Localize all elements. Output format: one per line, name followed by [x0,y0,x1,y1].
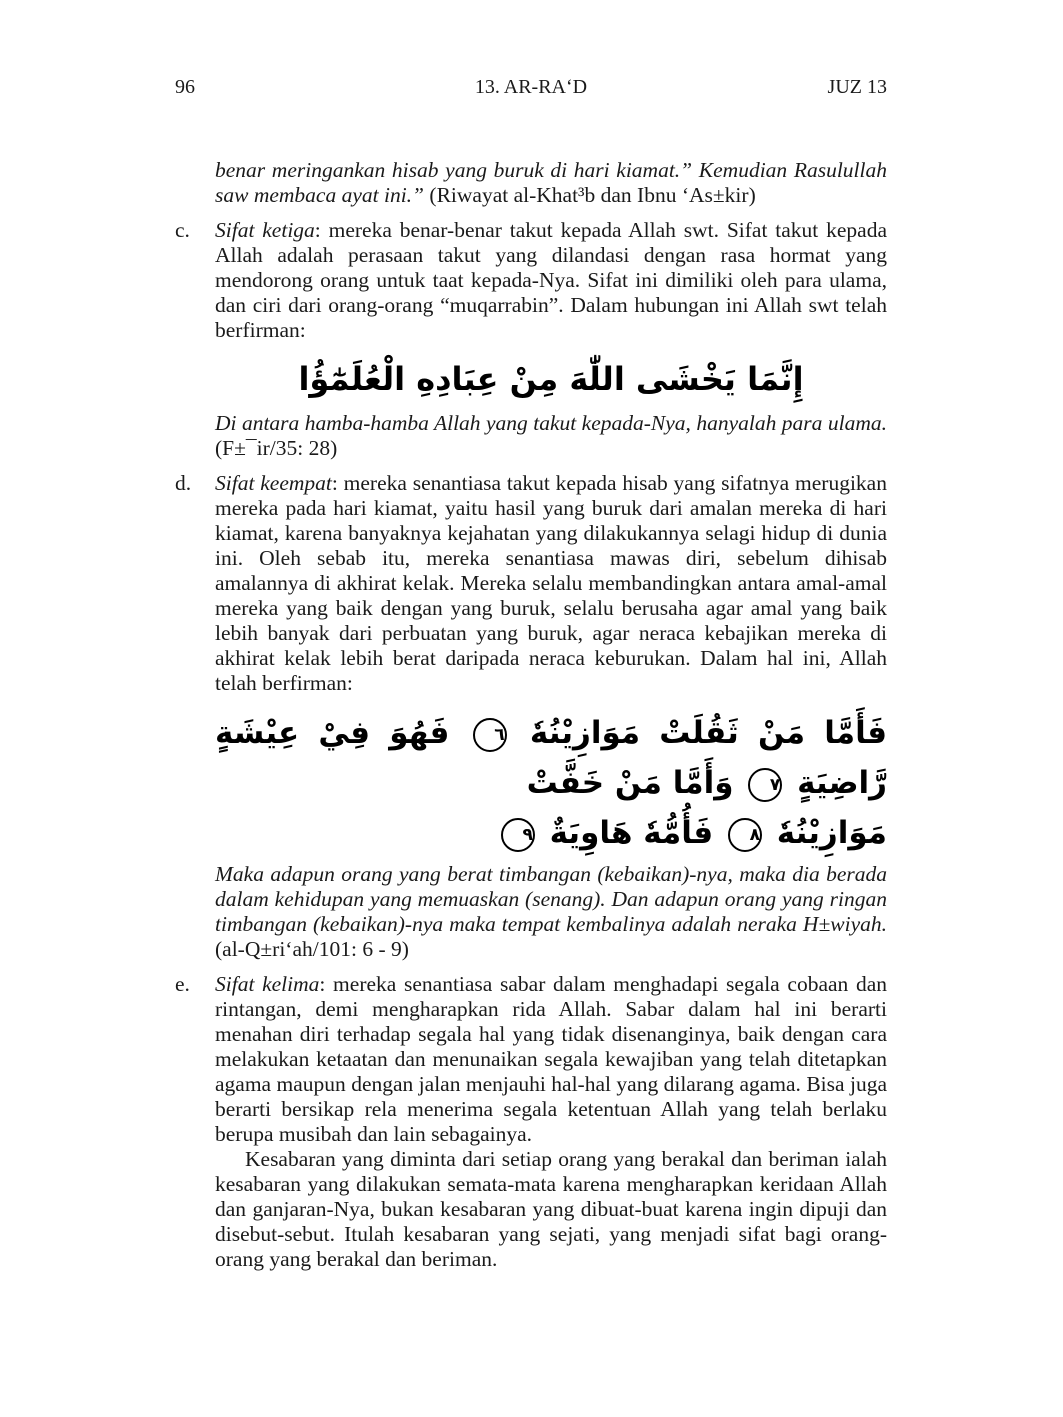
item-title: Sifat ketiga [215,218,315,242]
verse-reference: (al-Q±ri‘ah/101: 6 - 9) [215,937,409,961]
chapter-title: 13. AR-RA‘D [474,76,588,98]
list-item-d [175,471,887,696]
item-text: : mereka senantiasa sabar dalam menghadapi segala cobaan dan rintangan, demi mengharapkan rida Allah. Sabar dalam hal ini berarti menahan diri terhadap segala hal yang tidak disenanginya, baik dengan cara melakukan ketaatan dan menunaikan segala kewajiban yang telah ditetapkan agama maupun dengan jalan menjauhi hal-hal yang dilarang agama. Bisa juga berarti bersikap rela menerima segala ketentuan Allah yang telah berlaku berupa musibah dan lain sebagainya. [215,972,887,1146]
arabic-segment: مَوَازِيْنُهٗ [776,815,887,851]
intro-source: (Riwayat al-Khat³b dan Ibnu ‘As±kir) [424,183,756,207]
list-item-c [175,218,887,343]
verse-translation-d [175,862,887,962]
translation-italic: Maka adapun orang yang berat timbangan (kebaikan)-nya, maka dia berada dalam kehidupan yang memuaskan (senang). Dan adapun orang yang ringan timbangan (kebaikan)-nya maka tempat kembalinya adalah neraka H±wiyah. [215,862,887,936]
arabic-verse-fatir: إِنَّمَا يَخْشَى اللّٰهَ مِنْ عِبَادِهِ الْعُلَمٰٓؤُا [298,360,804,398]
item-label: c. [175,218,190,242]
page-number: 96 [175,76,195,98]
ayah-number-marker: ٧ [748,768,782,802]
arabic-segment: وَأَمَّا مَنْ خَفَّتْ [526,765,734,801]
intro-paragraph [175,158,887,208]
ayah-number-marker: ٦ [473,718,507,752]
closing-paragraph: Kesabaran yang diminta dari setiap orang yang berakal dan beriman ialah kesabaran yang dilakukan semata-mata karena mengharapkan keridaan Allah dan ganjaran-Nya, bukan kesabaran yang dibuat-buat karena ingin dipuji dan disebut-sebut. Itulah kesabaran yang sejati, yang menjadi sifat bagi orang-orang yang berakal dan beriman. [215,1147,887,1271]
item-title: Sifat keempat [215,471,332,495]
juz-label: JUZ 13 [827,76,887,98]
intro-italic: benar meringankan hisab yang buruk di hari kiamat.” Kemudian Rasulullah saw membaca ayat ini.” [215,158,887,207]
item-text: : mereka senantiasa takut kepada hisab yang sifatnya merugikan mereka pada hari kiamat, yaitu hasil yang buruk dari amalan mereka di hari kiamat, karena banyaknya kejahatan yang dilakukannya selagi hidup di dunia ini. Oleh sebab itu, mereka senantiasa mawas diri, sebelum dihisab amalannya di akhirat kelak. Mereka selalu membandingkan antara amal-amal mereka yang baik dengan yang buruk, selalu berusaha agar amal yang baik lebih banyak dari perbuatan yang buruk, agar neraca kebajikan mereka di akhirat kelak lebih berat daripada neraca keburukan. Dalam hal ini, Allah telah berfirman: [215,471,887,695]
verse-translation-c [175,411,887,461]
arabic-segment: فَهُوَ فِيْ عِيْشَةٍ رَّاضِيَةٍ [215,715,887,801]
page-body [175,158,887,1272]
arabic-segment: فَأَمَّا مَنْ ثَقُلَتْ مَوَازِيْنُهٗ [529,715,888,751]
verse-reference: (F±¯ir/35: 28) [215,436,338,460]
item-label: d. [175,471,192,495]
ayah-number-marker: ٨ [728,818,762,852]
translation-italic: Di antara hamba-hamba Allah yang takut kepada-Nya, hanyalah para ulama. [215,411,887,435]
arabic-segment: فَأُمُّهٗ هَاوِيَةٌ [549,815,714,851]
item-text: : mereka benar-benar takut kepada Allah swt. Sifat takut kepada Allah adalah perasaan takut yang dilandasi dengan rasa hormat yang mendorong orang untuk taat kepada-Nya. Sifat ini dimiliki oleh para ulama, dan ciri dari orang-orang “muqarrabin”. Dalam hubungan ini Allah swt telah berfirman: [215,218,887,342]
arabic-line-2 [215,808,887,858]
arabic-verse-qariah [215,708,887,858]
item-title: Sifat kelima [215,972,320,996]
page-header [175,76,887,102]
ayah-number-marker: ٩ [501,818,535,852]
item-label: e. [175,972,190,996]
list-item-e [175,972,887,1147]
